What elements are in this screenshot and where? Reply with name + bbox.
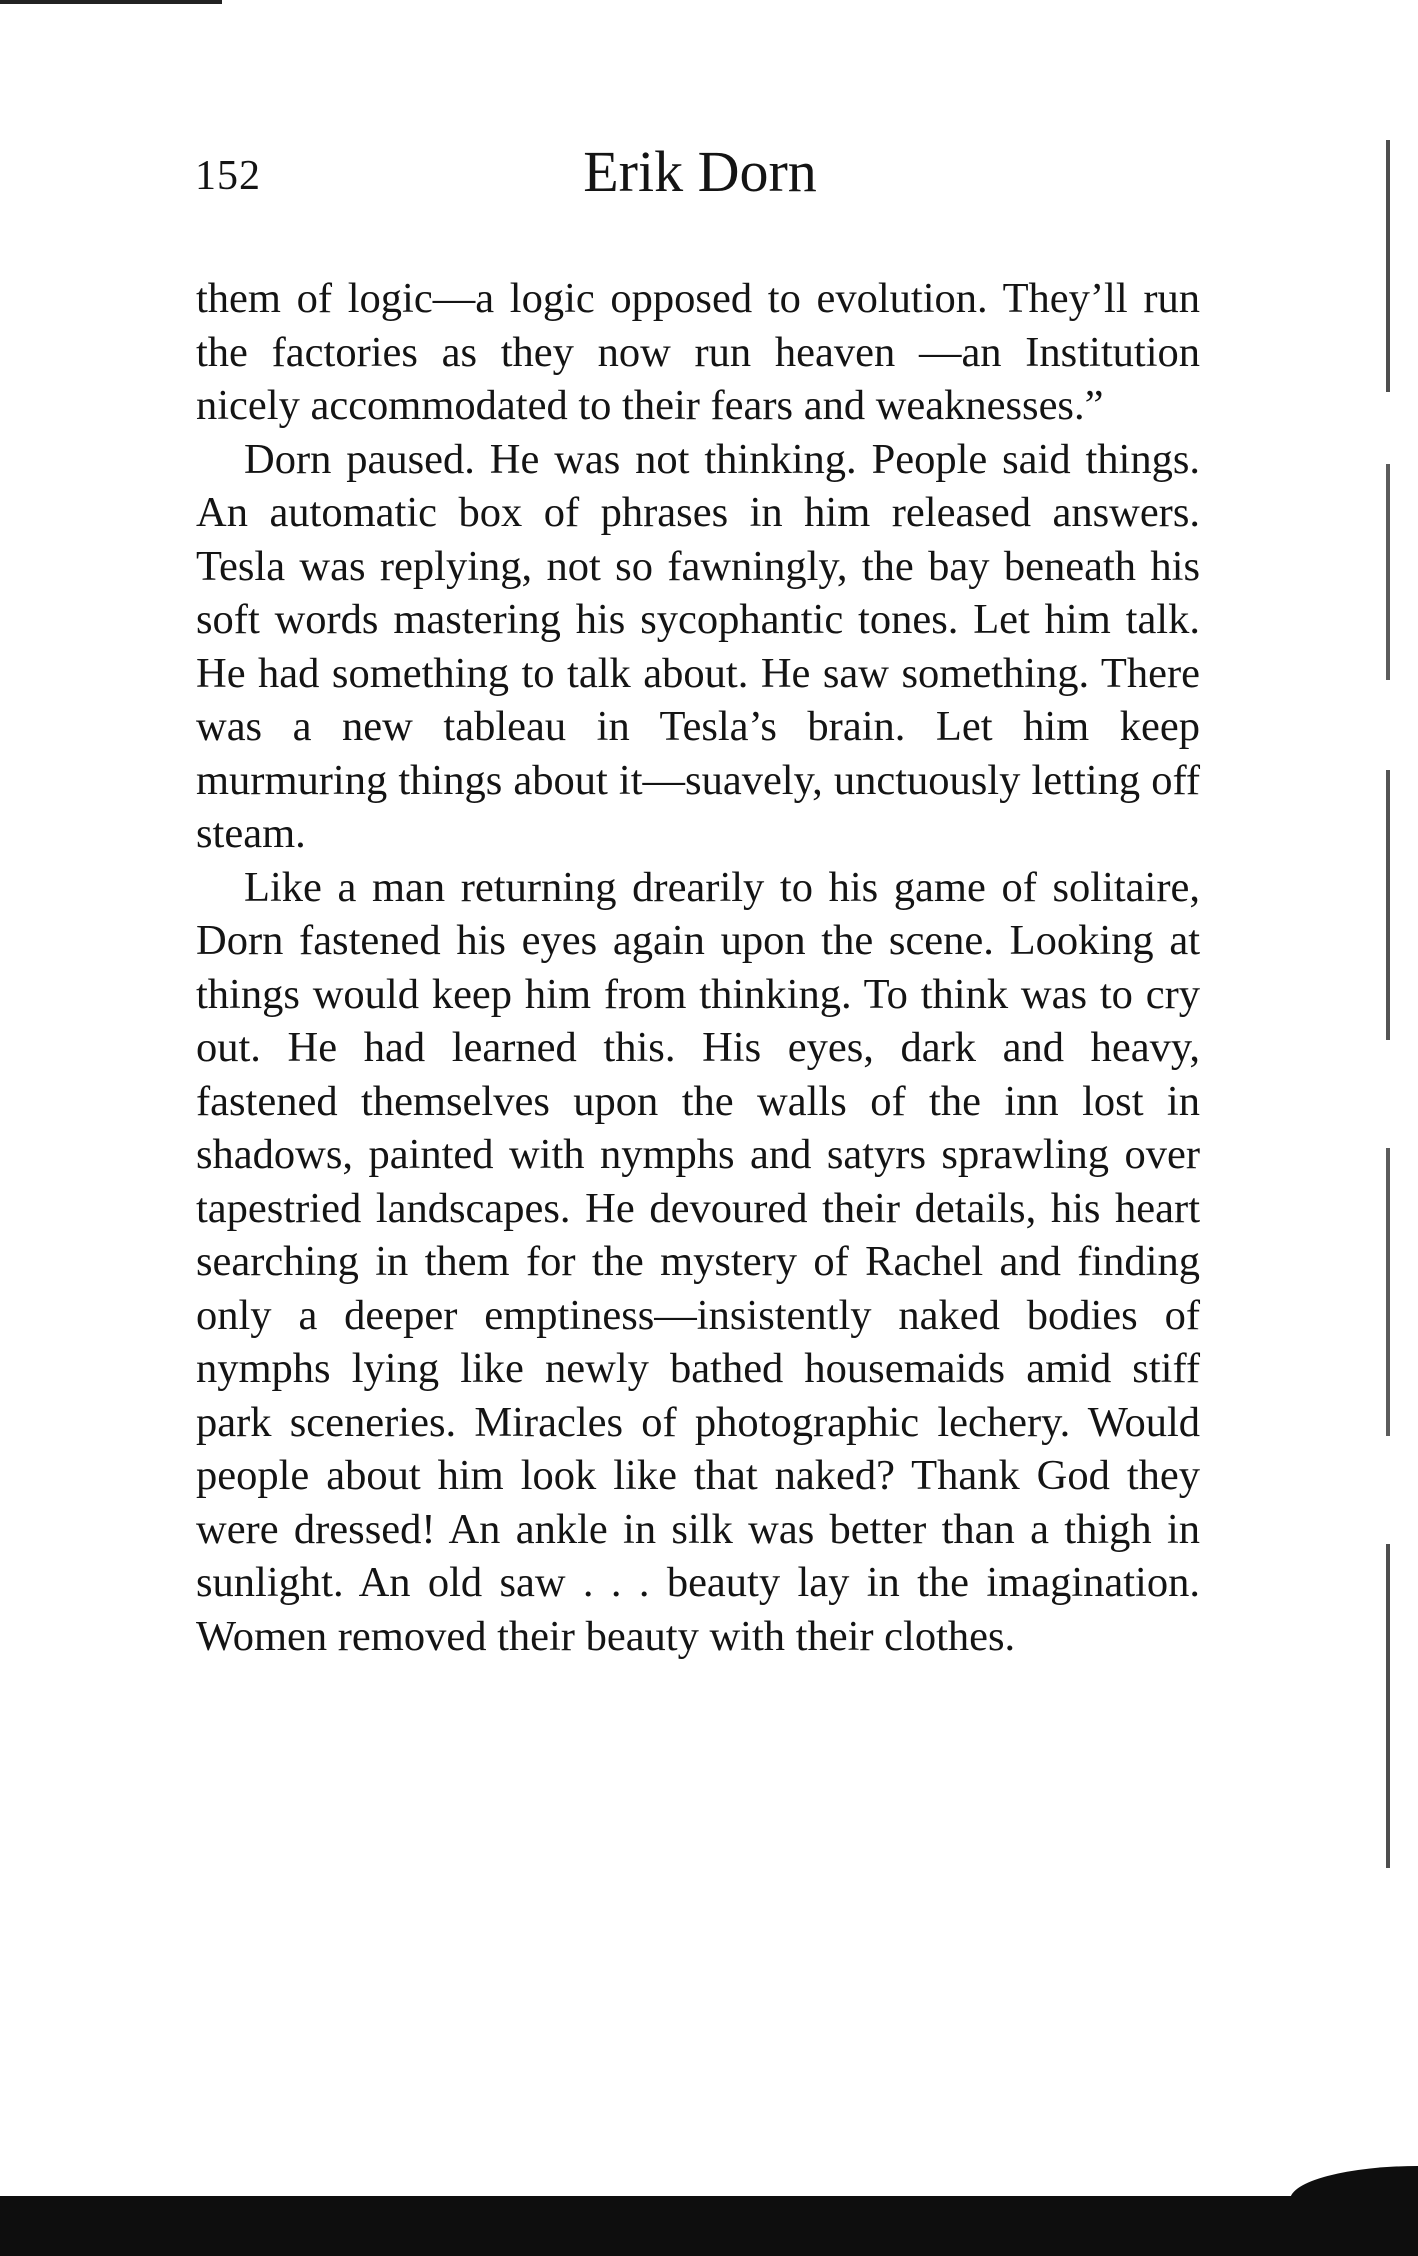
running-title: Erik Dorn (583, 139, 817, 204)
page-header (195, 138, 1205, 218)
scan-bottom-border (0, 2196, 1418, 2256)
body-text (196, 272, 1200, 1663)
top-edge-rule (0, 0, 222, 4)
scan-edge-curl (1290, 2166, 1418, 2200)
paragraph: Dorn paused. He was not thinking. People said things. An automatic box of phrases in him released answers. Tesla was replying, not so fawningly, the bay beneath his soft words mastering his sycophantic tones. Let him talk. He had something to talk about. He saw something. There was a new tableau in Tesla’s brain. Let him keep murmuring things about it—suavely, unctuously letting off steam. (196, 435, 1200, 857)
page-edge-shadow (1386, 140, 1390, 1940)
page-number: 152 (195, 153, 261, 199)
paragraph: them of logic—a logic opposed to evolution. They’ll run the factories as they now run heaven —an Institution nicely accommodated to their fears and weaknesses.” (196, 275, 1200, 429)
paragraph: Like a man returning drearily to his game of solitaire, Dorn fastened his eyes again upon the scene. Looking at things would keep him from thinking. To think was to cry out. He had learned this. His eyes, dark and heavy, fastened themselves upon the walls of the inn lost in shadows, painted with nymphs and satyrs sprawling over tapestried landscapes. He devoured their details, his heart searching in them for the mystery of Rachel and finding only a deeper emptiness—insistently naked bodies of nymphs lying like newly bathed housemaids amid stiff park sceneries. Miracles of photographic lechery. Would people about him look like that naked? Thank God they were dressed! An ankle in silk was better than a thigh in sunlight. An old saw . . . beauty lay in the imagination. Women removed their beauty with their clothes. (196, 863, 1200, 1660)
